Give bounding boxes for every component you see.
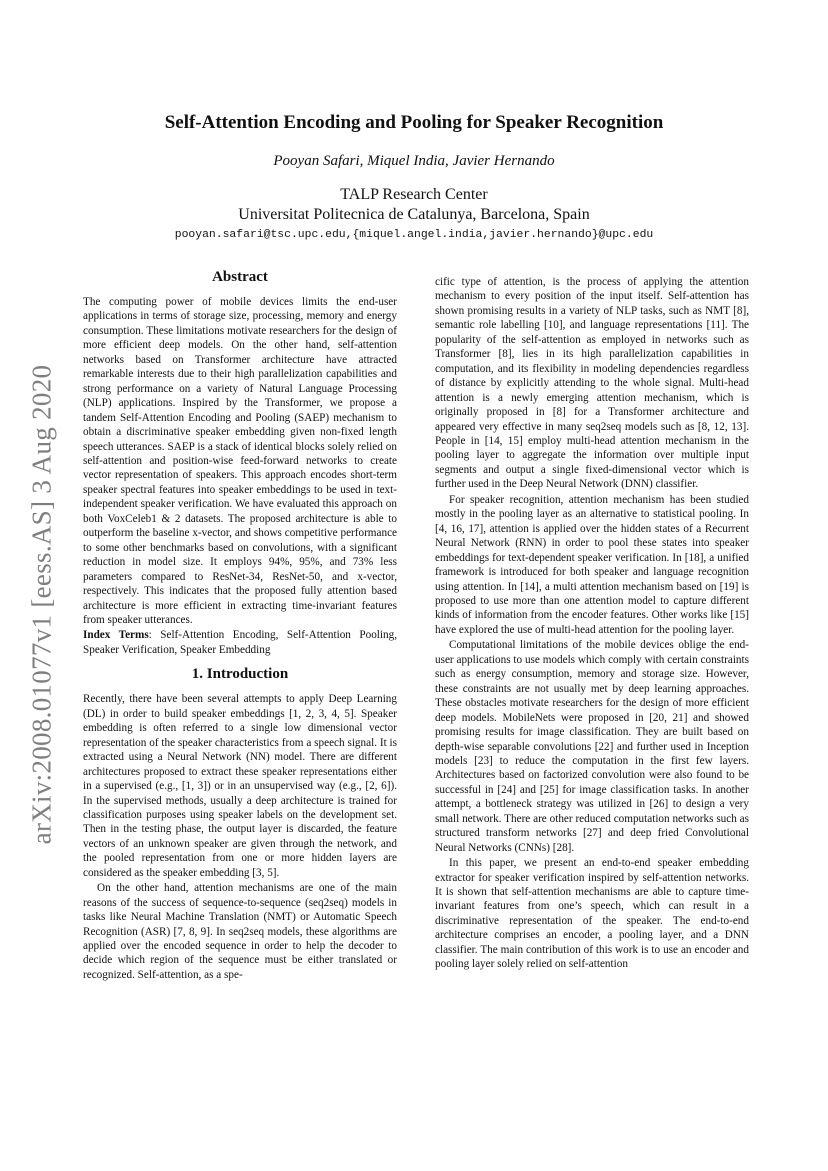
intro-paragraph-1: Recently, there have been several attempts to apply Deep Learning (DL) in order to build speaker embeddings [1, 2, 3, 4, 5]. Speaker embedding is often referred to a single low dimensional vector representation of the speaker characteristics from a speech signal. It is extracted using a Neural Network (NN) model. There are different architectures proposed to extract these speaker representations either in a supervised (e.g., [1, 3]) or in an unsupervised way (e.g., [2, 6]). In the supervised methods, usually a deep architecture is trained for classification purposes using speaker labels on the development set. Then in the testing phase, the output layer is discarded, the feature vectors of an unknown speaker are given through the network, and the pooled representation from one or more hidden layers are considered as the speaker embedding [3, 5].	[83, 693, 397, 879]
author-emails[interactable]: pooyan.safari@tsc.upc.edu,{miquel.angel.india,javier.hernando}@upc.edu	[174, 229, 654, 241]
arxiv-identifier-text: arXiv:2008.01077v1 [eess.AS] 3 Aug 2020	[26, 364, 57, 844]
intro-paragraph-5: Computational limitations of the mobile devices oblige the end-user applications to use models which comply with certain constraints such as energy consumption, memory and storage size. However, these constraints are not usually met by deep learning approaches. These obstacles motivate researchers for the design of more efficient deep models. MobileNets were proposed in [20, 21] and showed promising results for image classification. They are built based on depth-wise separable convolutions [22] and further used in Inception models [23] to reduce the computation in the first few layers. Architectures based on factorized convolution were also found to be successful in [24] and [25] for image classification tasks. In another attempt, a bottleneck strategy was utilized in [26] to design a very small network. There are other reduced computation networks such as structured transform networks [27] and deep fried Convolutional Neural Networks (CNNs) [28].	[435, 639, 749, 854]
intro-paragraph-4: For speaker recognition, attention mechanism has been studied mostly in the pooling layer as an alternative to statistical pooling. In [4, 16, 17], attention is applied over the hidden states of a Recurrent Neural Network (RNN) in order to pool these states into speaker embeddings for text-dependent speaker verification. In [18], a unified framework is introduced for both speaker and language recognition using attention. In [14], a multi attention mechanism based on [19] is proposed to use more than one attention model to capture different kinds of information from the encoder features. Other works like [15] have explored the use of multi-head attention for the pooling layer.	[435, 493, 749, 636]
affiliation-line-1: TALP Research Center	[340, 186, 488, 203]
author-list: Pooyan Safari, Miquel India, Javier Hernando	[273, 153, 555, 169]
arxiv-identifier-stamp[interactable]	[22, 354, 62, 854]
paper-title: Self-Attention Encoding and Pooling for Speaker Recognition	[164, 112, 664, 133]
introduction-heading: 1. Introduction	[191, 666, 289, 683]
abstract-heading: Abstract	[212, 269, 268, 285]
affiliation-line-2: Universitat Politecnica de Catalunya, Barcelona, Spain	[238, 206, 590, 223]
index-terms-label: Index Terms	[83, 629, 149, 642]
index-terms	[83, 628, 397, 657]
intro-paragraph-2: On the other hand, attention mechanisms are one of the main reasons of the success of sequence-to-sequence (seq2seq) models in tasks like Neural Machine Translation (NMT) or Automatic Speech Recognition (ASR) [7, 8, 9]. In seq2seq models, these algorithms are applied over the encoded sequence in order to help the decoder to decide which region of the sequence must be either translated or recognized. Self-attention, as a spe-	[83, 882, 397, 981]
right-column	[435, 275, 749, 972]
intro-paragraph-3: cific type of attention, is the process of applying the attention mechanism to every position of the input itself. Self-attention has shown promising results in a variety of NLP tasks, such as NMT [8], semantic role labelling [10], and language representations [11]. The popularity of the self-attention as employed in networks such as Transformer [8], lies in its high parallelization capabilities in computation, and its flexibility in modeling dependencies regardless of distance by explicitly attending to the whole signal. Multi-head attention is a newly emerging attention mechanism, which is originally proposed in [8] for a Transformer architecture and appeared very effective in many seq2seq models such as [8, 12, 13]. People in [14, 15] employ multi-head attention mechanism in the pooling layer to aggregate the information over multiple input segments and output a single fixed-dimensional vector which is further used in the Deep Neural Network (DNN) classifier.	[435, 276, 749, 491]
intro-paragraph-6: In this paper, we present an end-to-end speaker embedding extractor for speaker verification inspired by self-attention networks. It is shown that self-attention mechanisms are able to capture time-invariant features from one’s speech, which can result in a discriminative representation of the speaker. The end-to-end architecture comprises an encoder, a pooling layer, and a DNN classifier. The main contribution of this work is to use an encoder and pooling layer solely relied on self-attention	[435, 857, 749, 971]
left-column	[83, 268, 397, 982]
index-terms-list: : Self-Attention Encoding, Self-Attention Pooling, Speaker Verification, Speaker Embedding	[83, 629, 397, 656]
abstract-body: The computing power of mobile devices limits the end-user applications in terms of storage size, processing, memory and energy consumption. These limitations motivate researchers for the design of more efficient deep models. On the other hand, self-attention networks based on Transformer architecture have attracted remarkable interests due to their high parallelization capabilities and strong performance on a variety of Natural Language Processing (NLP) applications. Inspired by the Transformer, we propose a tandem Self-Attention Encoding and Pooling (SAEP) mechanism to obtain a discriminative speaker embedding given non-fixed length speech utterances. SAEP is a stack of identical blocks solely relied on self-attention and position-wise feed-forward networks to create vector representation of speakers. This approach encodes short-term speaker spectral features into speaker embeddings to be used in text-independent speaker verification. We have evaluated this approach on both VoxCeleb1 & 2 datasets. The proposed architecture is able to outperform the baseline x-vector, and shows competitive performance to some other benchmarks based on convolutions, with a significant reduction in model size. It employs 94%, 95%, and 73% less parameters compared to ResNet-34, ResNet-50, and x-vector, respectively. This indicates that the proposed fully attention based architecture is more efficient in extracting time-invariant features from speaker utterances.	[83, 296, 397, 626]
